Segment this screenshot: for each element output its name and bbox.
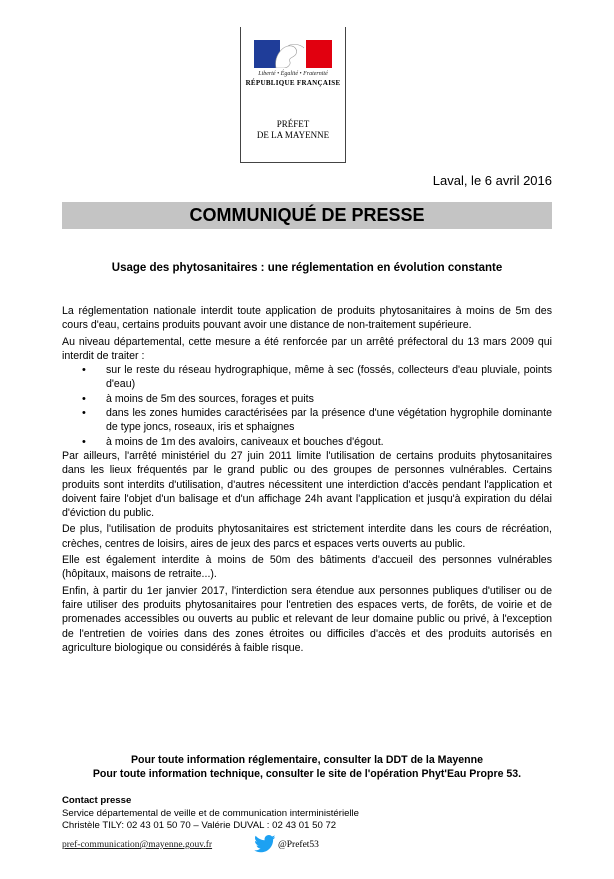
twitter-handle[interactable]: @Prefet53 [278,840,319,850]
press-contact [62,795,542,833]
paragraph-2017-extension: Enfin, à partir du 1er janvier 2017, l'interdiction sera étendue aux personnes publiques d'utiliser ou de faire utiliser des produits phytosanitaires pour l'entretien des espaces verts, de forêts, de voirie et de promenades accessibles ou ouverts au public et relevant de leur domaine public ou privé, à l'exception de l'entretien de voiries dans des zones étroites ou difficiles d'accès et des produits autorisés en agriculture biologique ou considérés à faible risque. [62,584,552,654]
paragraph-vulnerable-buildings: Elle est également interdite à moins de 50m des bâtiments d'accueil des personnes vulnérables (hôpitaux, maisons de retraite...). [62,554,552,581]
contact-links [62,835,542,855]
paragraph-schools-ban: De plus, l'utilisation de produits phytosanitaires est strictement interdite dans les cours de récréation, crèches, centres de loisirs, aires de jeux des parcs et espaces verts ouverts au public. [62,523,552,550]
list-item: • à moins de 5m des sources, forages et puits [82,392,314,405]
info-line-ddt: Pour toute information réglementaire, consulter la DDT de la Mayenne [130,754,483,766]
republique-francaise-label: RÉPUBLIQUE FRANÇAISE [245,79,341,87]
twitter-icon[interactable] [254,835,276,853]
bullet-icon: • [82,435,86,448]
list-item: • dans les zones humides caractérisées par la présence d'une végétation hygrophile dominante de type joncs, roseaux, iris et sphaignes [82,407,552,434]
prefet-title [241,119,345,141]
list-item: • à moins de 1m des avaloirs, caniveaux et bouches d'égout. [82,435,384,448]
contact-email-link[interactable]: pref-communication@mayenne.gouv.fr [62,840,213,850]
paragraph-ministerial-decree: Par ailleurs, l'arrêté ministériel du 27 juin 2011 limite l'utilisation de certains produits phytosanitaires dans les lieux fréquentés par le grand public ou des groupes de personnes vulnérables. Certains produits sont interdits d'utilisation, d'autres nécessitent une interdiction d'accès pendant l'application et doivent faire l'objet d'un balisage et d'un affichage 24h avant l'application et jusqu'à expiration du délai d'éviction du public. [62,449,552,520]
contact-heading: Contact presse [62,795,132,806]
paragraph-national-rule: La réglementation nationale interdit toute application de produits phytosanitaires à moins de 5m des cours d'eau, certains produits pouvant avoir une distance de non-traitement supérieure. [62,305,552,332]
contact-phones: Christèle TILY: 02 43 01 50 70 – Valérie DUVAL : 02 43 01 50 72 [62,820,337,831]
marianne-logo [254,40,332,68]
document-date: Laval, le 6 avril 2016 [432,173,552,188]
press-release-banner: COMMUNIQUÉ DE PRESSE [62,202,552,229]
info-block [62,753,552,782]
document-body [62,304,552,657]
prefet-line-1: PRÉFET [276,119,310,129]
republic-motto: Liberté • Égalité • Fraternité [258,71,328,77]
document-subtitle: Usage des phytosanitaires : une réglementation en évolution constante [111,262,503,274]
contact-service: Service départemental de veille et de communication interministérielle [62,807,360,819]
prefet-line-2: DE LA MAYENNE [256,130,330,140]
marianne-logo-block [240,27,346,163]
bullet-icon: • [82,392,86,405]
bullet-icon: • [82,364,86,377]
bullet-icon: • [82,407,86,420]
info-line-phyteau: Pour toute information technique, consulter le site de l'opération Phyt'Eau Propre 53. [92,768,522,781]
list-item: • sur le reste du réseau hydrographique, même à sec (fossés, collecteurs d'eau pluviale, points d'eau) [82,364,552,391]
paragraph-departmental-rule: Au niveau départemental, cette mesure a été renforcée par un arrêté préfectoral du 13 mars 2009 qui interdit de traiter : [62,335,552,362]
restriction-list [62,363,552,449]
